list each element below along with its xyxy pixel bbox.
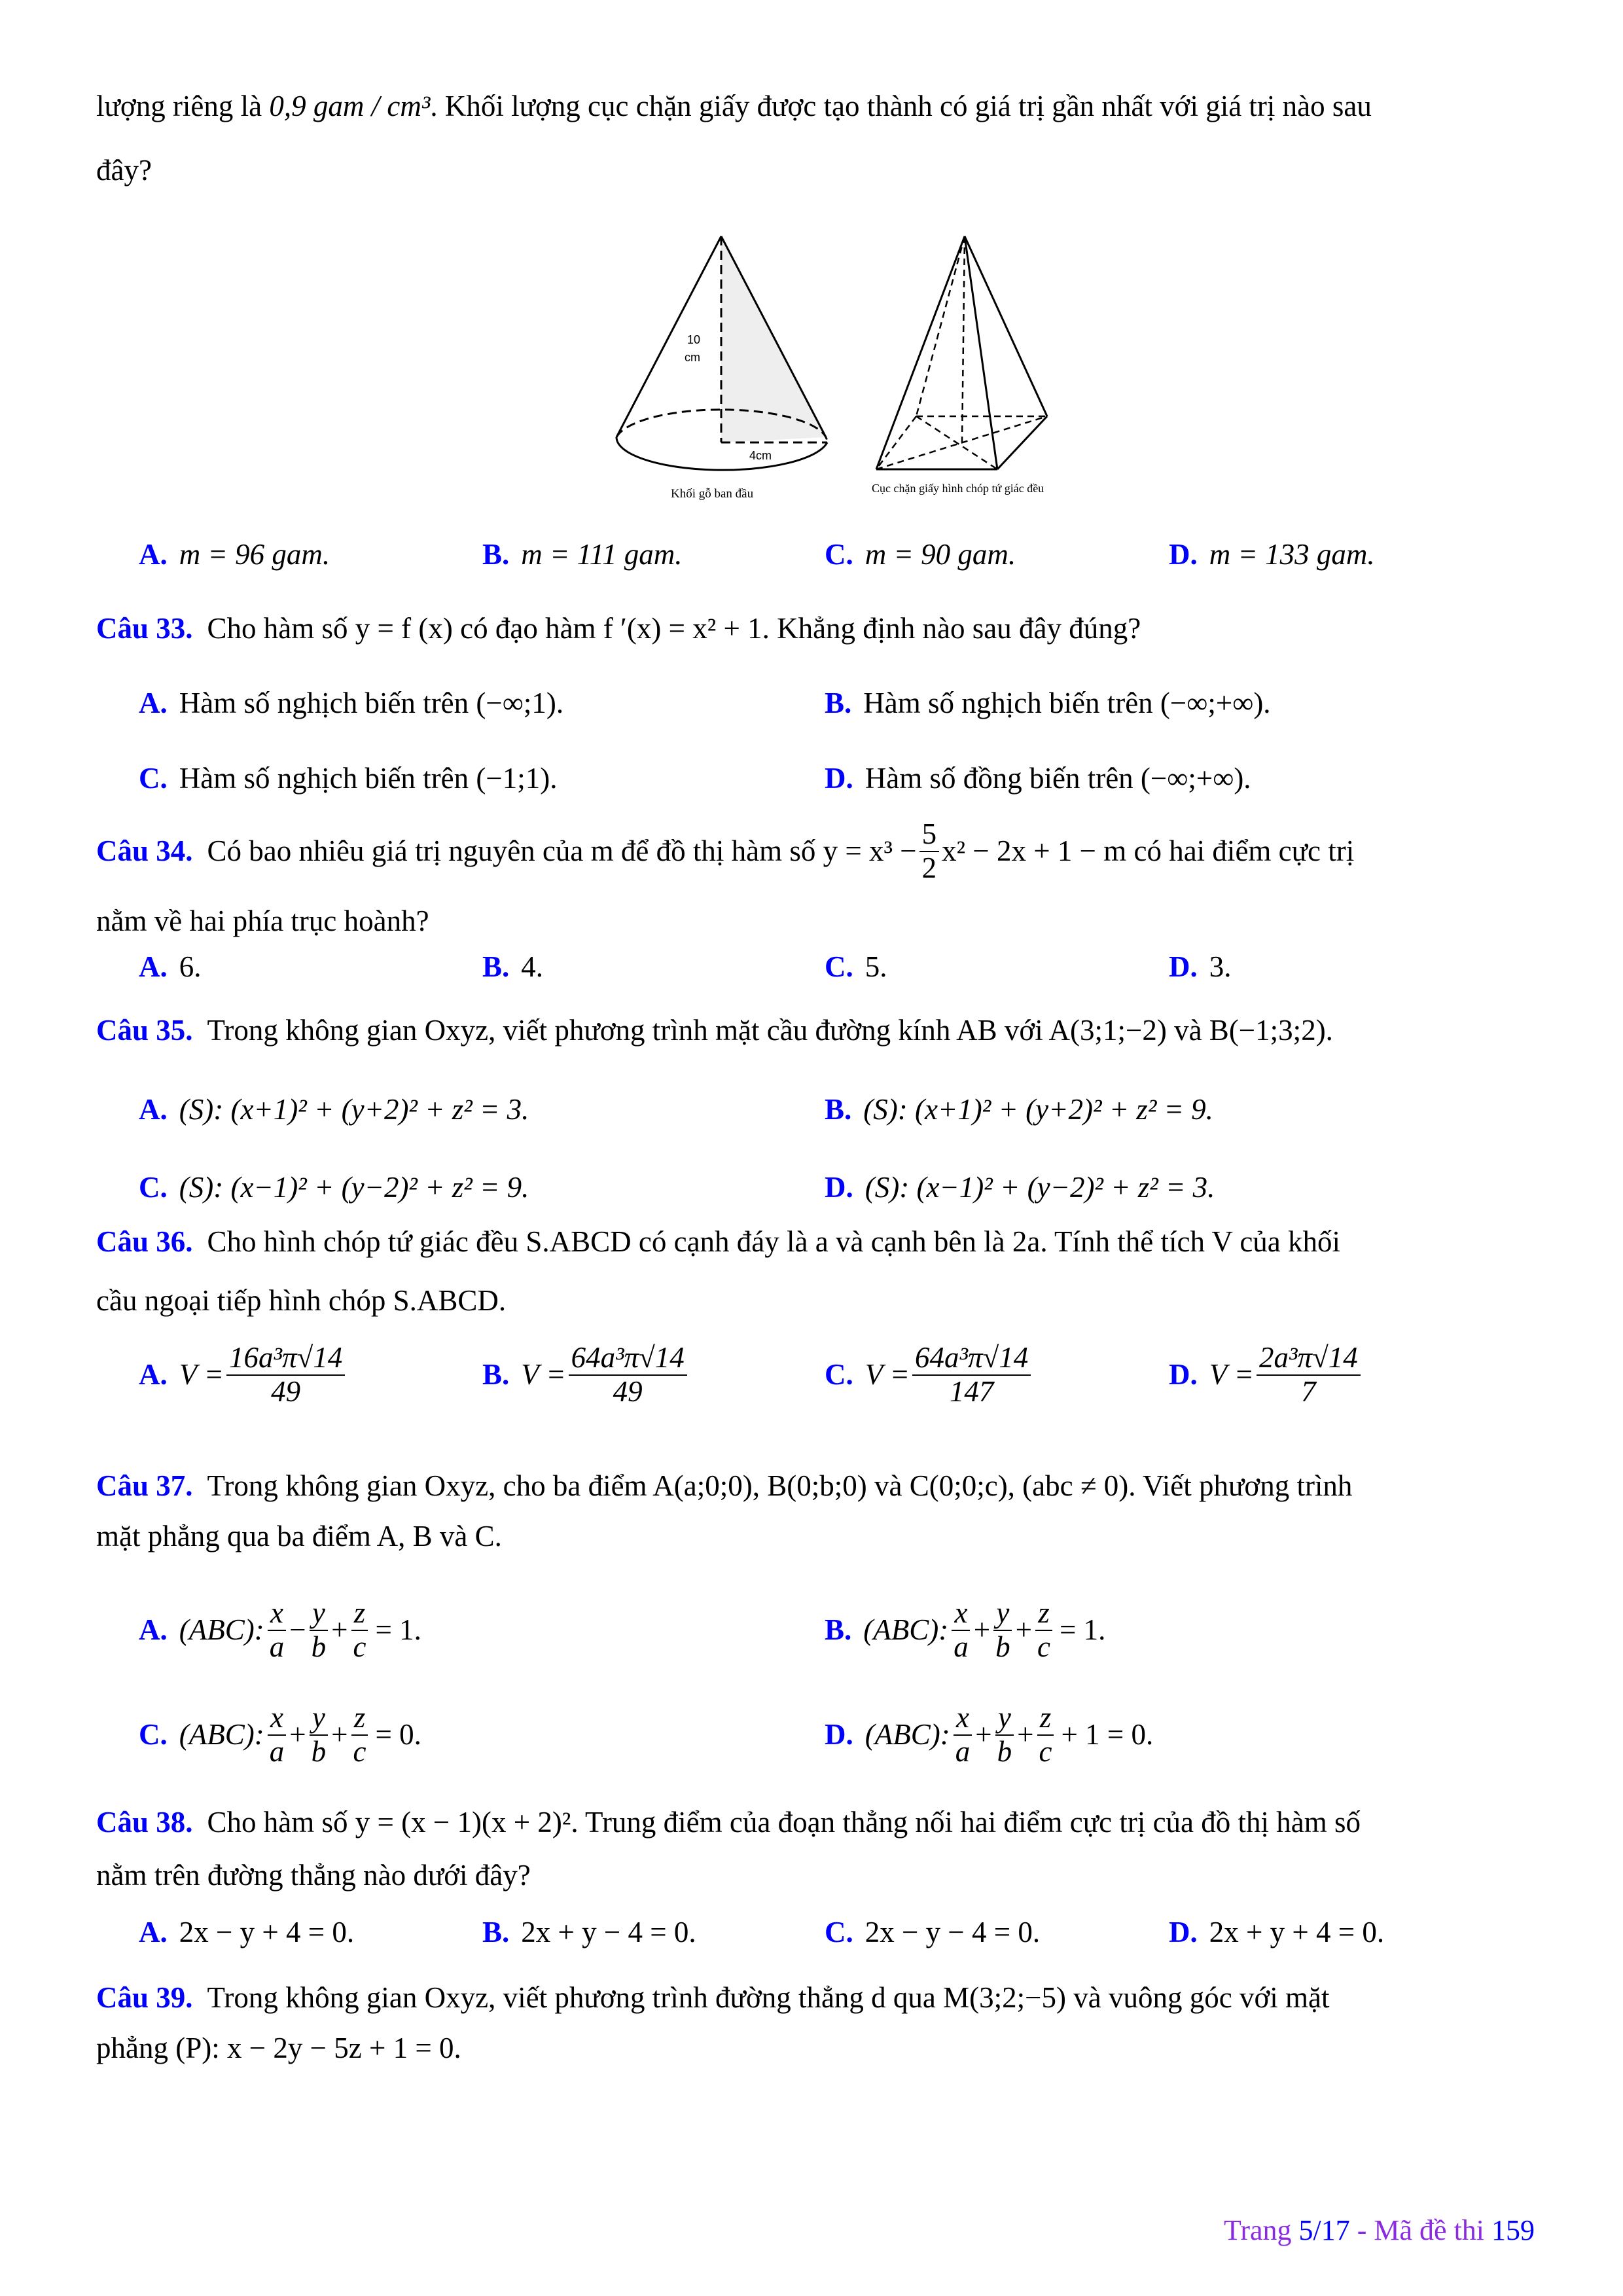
option-label: C. [139,1718,168,1751]
q38-option-c[interactable] [825,1918,1040,1947]
numerator: y [995,1702,1014,1736]
denominator: 49 [271,1374,301,1408]
numerator: x [954,1702,972,1736]
fraction [350,1702,368,1768]
q35-option-d[interactable] [825,1173,1215,1202]
page-footer [1224,2214,1535,2247]
text: lượng riêng là [96,90,270,122]
option-label: A. [139,950,168,983]
q36-option-d[interactable] [1169,1342,1363,1408]
numerator: z [1035,1597,1052,1631]
height-unit: cm [685,351,700,364]
denominator: a [954,1630,969,1663]
q37-stem-line-2: mặt phẳng qua ba điểm A, B và C. [96,1520,502,1552]
figure [0,0,1623,524]
exam-code: 159 [1491,2214,1535,2246]
denominator: c [1037,1630,1050,1663]
fraction [953,1702,973,1768]
numerator: 2a³π√14 [1257,1342,1361,1376]
q35-stem [96,1016,1333,1045]
numerator: y [310,1702,328,1736]
option-label: B. [825,687,852,719]
q35-option-a[interactable] [139,1095,529,1124]
question-text: Có bao nhiêu giá trị nguyên của m để đồ thị hàm số y = x³ − [207,834,917,867]
option-text: Hàm số nghịch biến trên (−∞;+∞). [863,687,1271,719]
operator: + [1015,1613,1032,1646]
intro-line-2: đây? [96,154,152,187]
fraction [912,1342,1031,1408]
q32-option-b[interactable] [482,540,682,569]
fraction [995,1702,1015,1768]
page-number: 5/17 [1298,2214,1350,2246]
option-text: m = 133 gam. [1209,538,1375,571]
option-text: (S): (x+1)² + (y+2)² + z² = 3. [179,1093,529,1126]
option-label: D. [825,1171,853,1204]
q34-option-a[interactable] [139,952,202,982]
question-label: Câu 35. [96,1014,193,1047]
option-rhs: = 1. [375,1613,421,1646]
fraction [919,818,940,884]
option-text: 5. [865,950,887,983]
numerator: z [351,1597,368,1631]
option-text: m = 96 gam. [179,538,330,571]
text: . Khối lượng cục chặn giấy được tạo thành có giá trị gần nhất với giá trị nào sau [430,90,1372,122]
fraction [267,1702,287,1768]
option-text: (S): (x+1)² + (y+2)² + z² = 9. [863,1093,1213,1126]
option-label: B. [482,1358,510,1391]
fraction [569,1342,687,1408]
operator: − [289,1613,306,1646]
numerator: 64a³π√14 [912,1342,1031,1376]
numerator: 16a³π√14 [226,1342,345,1376]
option-text: 3. [1209,950,1232,983]
fraction [1035,1597,1053,1663]
option-lhs: (ABC): [179,1613,264,1646]
option-label: C. [825,1916,853,1948]
option-text: (S): (x−1)² + (y−2)² + z² = 9. [179,1171,529,1204]
operator: + [975,1718,992,1751]
q34-stem-line-2: nằm về hai phía trục hoành? [96,905,429,937]
cone-caption: Khối gỗ ban đầu [671,487,754,501]
operator: + [973,1613,991,1646]
q37-option-b[interactable] [825,1597,1105,1663]
denominator: c [353,1734,366,1768]
option-lhs: (ABC): [863,1613,949,1646]
q35-option-b[interactable] [825,1095,1213,1124]
option-text: m = 90 gam. [865,538,1016,571]
option-lhs: V = [1209,1358,1255,1391]
option-rhs: = 0. [375,1718,421,1751]
question-text: Cho hàm số y = f (x) có đạo hàm f ′(x) = x² + 1. Khẳng định nào sau đây đúng? [207,612,1141,645]
option-lhs: V = [865,1358,910,1391]
operator: + [1017,1718,1034,1751]
option-label: D. [825,1718,853,1751]
option-label: D. [1169,1358,1198,1391]
q36-option-c[interactable] [825,1342,1033,1408]
operator: + [331,1718,348,1751]
question-text: Trong không gian Oxyz, viết phương trình mặt cầu đường kính AB với A(3;1;−2) và B(−1;3;2). [207,1014,1333,1047]
option-label: B. [482,1916,510,1948]
fraction [267,1597,287,1663]
q34-option-b[interactable] [482,952,543,982]
option-text: (S): (x−1)² + (y−2)² + z² = 3. [865,1171,1215,1204]
q37-stem [96,1471,1352,1501]
numerator: 5 [919,818,940,852]
fraction [993,1597,1013,1663]
option-text: Hàm số nghịch biến trên (−1;1). [179,762,558,795]
fraction [951,1597,971,1663]
option-text: 2x − y + 4 = 0. [179,1916,355,1948]
q38-option-b[interactable] [482,1918,696,1947]
q35-option-c[interactable] [139,1173,529,1202]
q32-option-a[interactable] [139,540,330,569]
fraction [1257,1342,1361,1408]
option-text: 6. [179,950,202,983]
height-label: 10 [687,333,701,346]
fraction [1036,1702,1054,1768]
q38-option-a[interactable] [139,1918,354,1947]
option-lhs: V = [179,1358,224,1391]
option-rhs: + 1 = 0. [1061,1718,1154,1751]
q36-option-a[interactable] [139,1342,348,1408]
q37-option-d[interactable] [825,1702,1153,1768]
footer-text: - Mã đề thi [1349,2214,1492,2246]
question-text: Trong không gian Oxyz, viết phương trình đường thẳng d qua M(3;2;−5) và vuông góc với mặt [207,1981,1330,2014]
denominator: 2 [921,851,937,884]
option-label: D. [1169,950,1198,983]
question-label: Câu 33. [96,612,193,645]
numerator: 64a³π√14 [569,1342,687,1376]
question-text: Trong không gian Oxyz, cho ba điểm A(a;0;0), B(0;b;0) và C(0;0;c), (abc ≠ 0). Viết phương trình [207,1469,1353,1502]
q32-option-c[interactable] [825,540,1016,569]
option-label: B. [482,950,510,983]
question-label: Câu 38. [96,1806,193,1839]
q33-option-b[interactable] [825,689,1271,718]
operator: + [331,1613,348,1646]
option-rhs: = 1. [1059,1613,1106,1646]
q37-option-a[interactable] [139,1597,421,1663]
option-label: A. [139,687,168,719]
denominator: c [1039,1734,1052,1768]
option-label: A. [139,1358,168,1391]
numerator: y [310,1597,328,1631]
option-lhs: V = [521,1358,566,1391]
option-label: D. [1169,1916,1198,1948]
numerator: x [268,1702,286,1736]
option-label: B. [482,538,510,571]
fraction [226,1342,345,1408]
option-label: B. [825,1093,852,1126]
option-text: m = 111 gam. [521,538,683,571]
option-label: C. [139,762,168,795]
option-label: D. [1169,538,1198,571]
q33-stem [96,614,1141,643]
question-label: Câu 37. [96,1469,193,1502]
q34-option-d[interactable] [1169,952,1232,982]
option-text: 4. [521,950,544,983]
denominator: a [955,1734,971,1768]
q39-stem [96,1983,1330,2013]
fraction [309,1597,329,1663]
option-label: C. [825,950,853,983]
denominator: 7 [1301,1374,1316,1408]
denominator: b [995,1630,1010,1663]
question-label: Câu 34. [96,834,193,867]
pyramid-figure [872,236,1047,495]
q37-option-c[interactable] [139,1702,421,1768]
option-text: 2x − y − 4 = 0. [865,1916,1041,1948]
numerator: z [1037,1702,1054,1736]
question-label: Câu 39. [96,1981,193,2014]
question-text: Cho hình chóp tứ giác đều S.ABCD có cạnh đáy là a và cạnh bên là 2a. Tính thể tích V của khối [207,1225,1341,1258]
question-label: Câu 36. [96,1225,193,1258]
q34-stem [96,818,1354,884]
option-label: A. [139,1093,168,1126]
denominator: c [353,1630,366,1663]
denominator: b [997,1734,1012,1768]
option-lhs: (ABC): [865,1718,950,1751]
fraction [350,1597,368,1663]
option-label: D. [825,762,853,795]
density: 0,9 gam / cm³ [269,90,431,122]
q33-option-d[interactable] [825,764,1251,793]
option-label: C. [825,1358,853,1391]
q36-option-b[interactable] [482,1342,690,1408]
denominator: 49 [613,1374,643,1408]
option-text: Hàm số đồng biến trên (−∞;+∞). [865,762,1251,795]
option-lhs: (ABC): [179,1718,264,1751]
q38-stem [96,1808,1361,1837]
q38-option-d[interactable] [1169,1918,1384,1947]
numerator: x [952,1597,970,1631]
q33-option-a[interactable] [139,689,563,718]
operator: + [289,1718,306,1751]
cone-figure [616,236,827,501]
q36-stem-line-2: cầu ngoại tiếp hình chóp S.ABCD. [96,1284,507,1317]
option-label: C. [139,1171,168,1204]
q32-option-d[interactable] [1169,540,1375,569]
option-label: A. [139,538,168,571]
denominator: a [269,1734,285,1768]
q33-option-c[interactable] [139,764,558,793]
denominator: b [311,1734,327,1768]
option-label: C. [825,538,853,571]
radius-label: 4cm [749,449,772,462]
numerator: x [268,1597,286,1631]
option-label: A. [139,1613,168,1646]
option-text: 2x + y − 4 = 0. [521,1916,696,1948]
q36-stem [96,1227,1340,1257]
option-label: B. [825,1613,852,1646]
numerator: y [993,1597,1012,1631]
option-text: 2x + y + 4 = 0. [1209,1916,1385,1948]
q34-option-c[interactable] [825,952,887,982]
question-text: Cho hàm số y = (x − 1)(x + 2)². Trung điểm của đoạn thẳng nối hai điểm cực trị của đồ thị hàm số [207,1806,1361,1839]
q38-stem-line-2: nằm trên đường thẳng nào dưới đây? [96,1859,531,1892]
question-text: x² − 2x + 1 − m có hai điểm cực trị [942,834,1355,867]
footer-text: Trang [1224,2214,1299,2246]
fraction [309,1702,329,1768]
pyramid-caption: Cục chặn giấy hình chóp tứ giác đều [872,482,1044,495]
q39-stem-line-2: phẳng (P): x − 2y − 5z + 1 = 0. [96,2032,461,2064]
numerator: z [351,1702,368,1736]
option-label: A. [139,1916,168,1948]
denominator: a [269,1630,285,1663]
option-text: Hàm số nghịch biến trên (−∞;1). [179,687,564,719]
denominator: b [311,1630,327,1663]
denominator: 147 [949,1374,994,1408]
